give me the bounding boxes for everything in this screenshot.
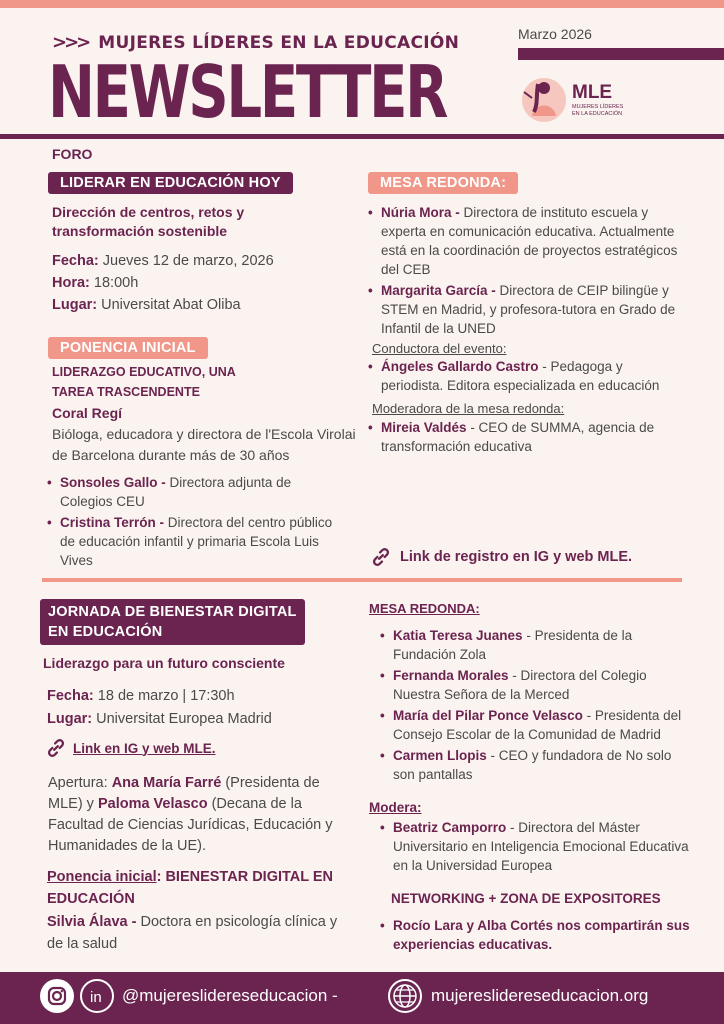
list-item: [368, 203, 678, 279]
link-icon: [45, 737, 67, 759]
section-label-foro: FORO: [52, 146, 93, 162]
top-accent-bar: [0, 0, 724, 8]
closing-list: [380, 916, 690, 956]
moderadora-name: Mireia Valdés: [381, 420, 467, 435]
list-item: [47, 513, 337, 570]
apertura-person-2: Paloma Velasco: [97, 796, 208, 812]
instagram-icon[interactable]: [40, 979, 74, 1013]
networking-label: NETWORKING + ZONA DE EXPOSITORES: [391, 891, 661, 906]
fecha-label: Fecha:: [52, 253, 99, 269]
linkedin-icon[interactable]: [80, 979, 114, 1013]
ponencia-tag: PONENCIA INICIAL: [48, 337, 208, 359]
conductora-name: Ángeles Gallardo Castro: [381, 359, 539, 374]
list-item: [380, 626, 690, 664]
ponencia-title: LIDERAZGO EDUCATIVO, UNA TAREA TRASCENDENTE: [52, 365, 236, 399]
event-location: [52, 295, 241, 315]
jornada-link-text[interactable]: Link en IG y web MLE.: [73, 740, 216, 756]
apertura-paragraph: [48, 773, 348, 857]
globe-icon: [388, 979, 422, 1013]
speaker-name: Silvia Álava -: [47, 914, 137, 930]
panelist-desc: - Presidenta de la Fundación Zola: [393, 628, 633, 662]
speaker-desc: Doctora en psicología clínica y de la salud: [47, 914, 338, 952]
fecha-value: Jueves 12 de marzo, 2026: [102, 253, 274, 269]
ponencia-label: Ponencia inicial: [47, 869, 157, 885]
foro-panel-list: [368, 203, 678, 340]
issue-date: Marzo 2026: [518, 26, 592, 42]
registration-link[interactable]: [370, 546, 632, 568]
panelist-desc: Directora de instituto escuela y experta en comunicación educativa. Actualmente está en la coordinación de proyectos estratégicos del CEB: [381, 205, 678, 277]
list-item: [380, 706, 690, 744]
social-handle: @mujereslidereseducacion -: [122, 986, 338, 1005]
logo-subtext: MUJERES LÍDERES EN LA EDUCACIÓN: [572, 104, 624, 117]
date-bar: [518, 48, 724, 60]
event-time: [52, 273, 138, 293]
modera-list: [380, 818, 690, 877]
moderator-desc: - Directora del Máster Universitario en Inteligencia Emocional Educativa en la Universidad Europea: [393, 820, 689, 873]
link-icon: [370, 546, 392, 568]
speaker-name: Coral Regí: [52, 405, 123, 421]
closing-text: Rocío Lara y Alba Cortés nos compartirán sus experiencias educativas.: [393, 918, 690, 952]
lugar-label: Lugar:: [52, 297, 98, 313]
jornada-location: [47, 709, 272, 729]
jornada-tag-line2: EN EDUCACIÓN: [48, 624, 163, 640]
apertura-label: Apertura:: [48, 775, 108, 791]
panelist-desc: - Directora del Colegio Nuestra Señora de la Merced: [393, 668, 647, 702]
jornada-link[interactable]: [45, 737, 216, 759]
website-link[interactable]: mujereslidereseducacion.org: [431, 986, 649, 1005]
jornada-speaker: [47, 911, 347, 955]
panelist-name: María del Pilar Ponce Velasco: [393, 708, 583, 723]
moderadora-desc: - CEO de SUMMA, agencia de transformación educativa: [381, 420, 655, 454]
list-item: [380, 818, 690, 875]
guest-name: Cristina Terrón -: [60, 515, 165, 530]
triple-chevron-icon: >>>: [52, 32, 89, 53]
panelist-name: Carmen Llopis: [393, 748, 487, 763]
event-subtitle: Dirección de centros, retos y transformación sostenible: [52, 204, 245, 239]
conductora-label: Conductora del evento:: [372, 341, 507, 356]
list-item: [368, 357, 684, 395]
modera-label: Modera:: [369, 800, 422, 815]
hora-label: Hora:: [52, 275, 90, 291]
moderadora-label: Moderadora de la mesa redonda:: [372, 401, 565, 416]
newsletter-title: NEWSLETTER: [48, 50, 447, 134]
jornada-subtitle: Liderazgo para un futuro consciente: [43, 655, 285, 671]
panelist-desc: - CEO y fundadora de No solo son pantallas: [393, 748, 672, 782]
event-date: [52, 251, 274, 271]
panelist-name: Katia Teresa Juanes: [393, 628, 523, 643]
jornada-ponencia: [47, 866, 357, 910]
hora-value: 18:00h: [93, 275, 139, 291]
logo-text: MLE: [572, 82, 613, 103]
panelist-desc: Directora de CEIP bilingüe y STEM en Madrid, y profesora-tutora en Grado de Infantil de la UNED: [381, 283, 676, 336]
section-divider: [42, 578, 682, 582]
list-item: [380, 746, 690, 784]
jornada-tag-line1: JORNADA DE BIENESTAR DIGITAL: [48, 604, 297, 620]
svg-text:in: in: [90, 989, 102, 1006]
guest-desc: Directora adjunta de Colegios CEU: [60, 475, 292, 509]
lugar-value: Universitat Europea Madrid: [96, 711, 272, 727]
panelist-name: Fernanda Morales: [393, 668, 509, 683]
panelist-name: Margarita García -: [381, 283, 496, 298]
event-tag-jornada: [40, 599, 305, 645]
header-divider: [0, 134, 724, 139]
jornada-panel-list: [380, 626, 690, 786]
guest-desc: Directora del centro público de educación infantil y primaria Escola Luis Vives: [60, 515, 333, 568]
fecha-value: 18 de marzo | 17:30h: [97, 688, 235, 704]
list-item: [380, 916, 690, 954]
jornada-mesa-label: MESA REDONDA:: [369, 601, 480, 616]
jornada-date: [47, 686, 235, 706]
list-item: [47, 473, 337, 511]
ponencia-title: : BIENESTAR DIGITAL EN EDUCACIÓN: [47, 869, 334, 907]
list-item: [368, 281, 678, 338]
apertura-text-1: (Presidenta de MLE) y: [48, 775, 320, 812]
moderadora-list: [368, 418, 684, 458]
lugar-value: Universitat Abat Oliba: [101, 297, 241, 313]
lugar-label: Lugar:: [47, 711, 93, 727]
moderator-name: Beatriz Camporro: [393, 820, 507, 835]
list-item: [380, 666, 690, 704]
registration-link-text[interactable]: Link de registro en IG y web MLE.: [400, 549, 633, 565]
panelist-name: Núria Mora -: [381, 205, 460, 220]
panelist-desc: - Presidenta del Consejo Escolar de la Comunidad de Madrid: [393, 708, 682, 742]
apertura-person-1: Ana María Farré: [111, 775, 222, 791]
guest-name: Sonsoles Gallo -: [60, 475, 166, 490]
event-tag-liderar: LIDERAR EN EDUCACIÓN HOY: [48, 172, 293, 194]
conductora-list: [368, 357, 684, 397]
apertura-text-2: (Decana de la Facultad de Ciencias Jurídicas, Educación y Humanidades de la UE).: [48, 796, 333, 854]
fecha-label: Fecha:: [47, 688, 94, 704]
mesa-redonda-tag: MESA REDONDA:: [368, 172, 518, 194]
foro-guests-list: [47, 473, 337, 572]
speaker-bio: Bióloga, educadora y directora de l'Escola Virolai de Barcelona durante más de 30 años: [52, 426, 356, 463]
conductora-desc: - Pedagoga y periodista. Editora especializada en educación: [381, 359, 660, 393]
list-item: [368, 418, 684, 456]
organization-name: MUJERES LÍDERES EN LA EDUCACIÓN: [98, 32, 460, 53]
